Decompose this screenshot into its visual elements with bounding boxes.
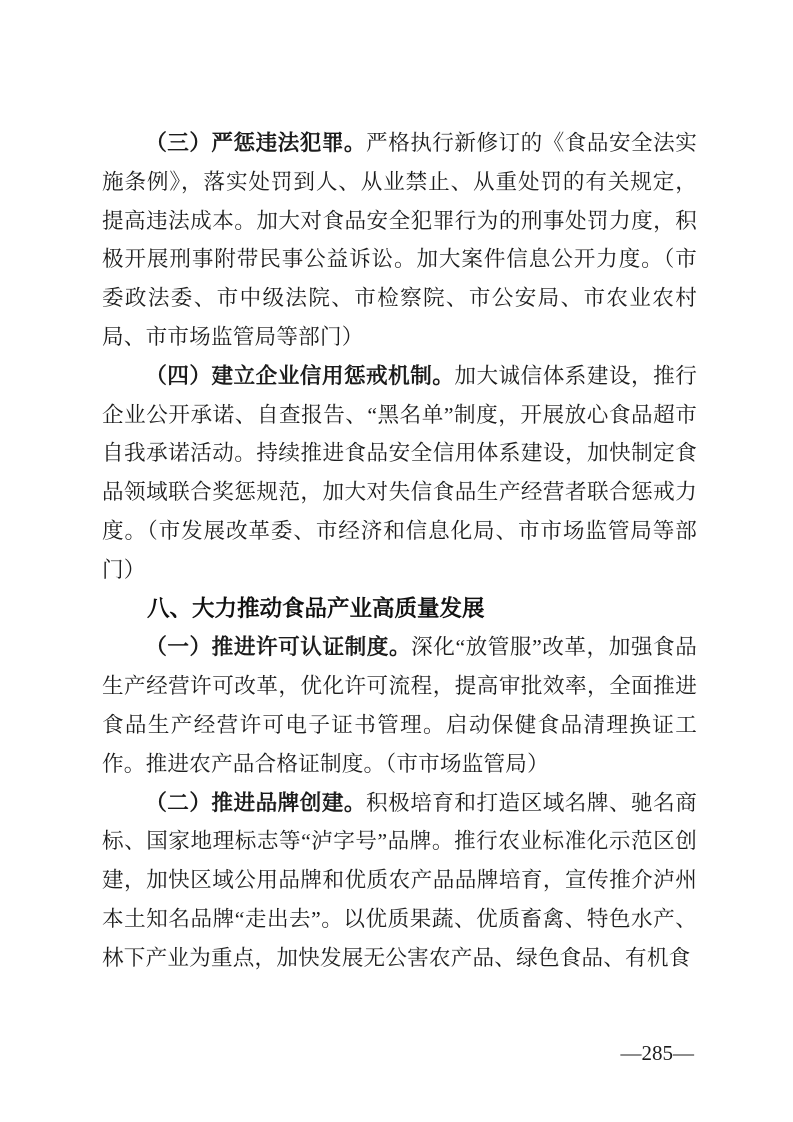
paragraph-item-1 (102, 628, 697, 783)
page-number: —285— (620, 1041, 694, 1065)
paragraph-text: 积极培育和打造区域名牌、驰名商标、国家地理标志等“泸字号”品牌。推行农业标准化示范区创建，加快区域公用品牌和优质农产品品牌培育，宣传推介泸州本土知名品牌“走出去”。以优质果蔬、优质畜禽、特色水产、林下产业为重点，加快发展无公害农产品、绿色食品、有机食 (102, 790, 697, 970)
paragraph-lead: （三）严惩违法犯罪。 (145, 131, 367, 155)
paragraph-item-3 (102, 124, 697, 357)
document-body (102, 124, 697, 978)
paragraph-text: 深化“放管服”改革，加强食品生产经营许可改革，优化许可流程，提高审批效率，全面推进食品生产经营许可电子证书管理。启动保健食品清理换证工作。推进农产品合格证制度。（市市场监管局） (102, 635, 697, 776)
paragraph-item-2 (102, 784, 697, 978)
paragraph-lead: （二）推进品牌创建。 (145, 790, 367, 815)
paragraph-item-4 (102, 357, 697, 590)
section-heading: 八、大力推动食品产业高质量发展 (147, 595, 485, 621)
paragraph-lead: （四）建立企业信用惩戒机制。 (145, 363, 455, 388)
paragraph-text: 严格执行新修订的《食品安全法实施条例》，落实处罚到人、从业禁止、从重处罚的有关规定，提高违法成本。加大对食品安全犯罪行为的刑事处罚力度，积极开展刑事附带民事公益诉讼。加大案件信息公开力度。（市委政法委、市中级法院、市检察院、市公安局、市农业农村局、市市场监管局等部门） (102, 131, 697, 349)
paragraph-text: 加大诚信体系建设，推行企业公开承诺、自查报告、“黑名单”制度，开展放心食品超市自我承诺活动。持续推进食品安全信用体系建设，加快制定食品领域联合奖惩规范，加大对失信食品生产经营者联合惩戒力度。（市发展改革委、市经济和信息化局、市市场监管局等部门） (102, 363, 697, 582)
paragraph-lead: （一）推进许可认证制度。 (145, 635, 412, 660)
